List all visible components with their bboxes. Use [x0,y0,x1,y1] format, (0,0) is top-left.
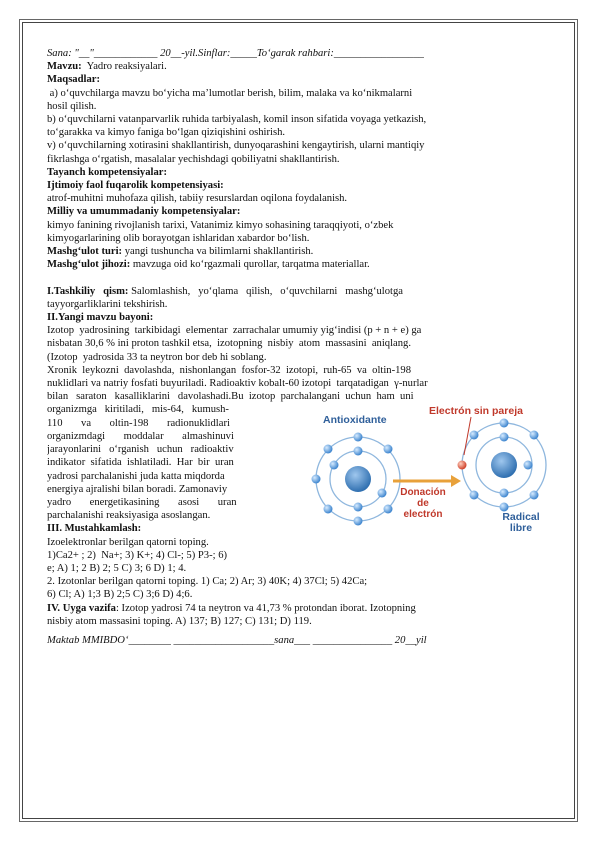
lesson-equipment-value: mavzuga oid ko‘rgazmali qurollar, tarqatma materiallar. [130,259,370,271]
goals-line: hosil qilish. [47,100,97,112]
new-topic-line: organizmga kiritiladi, mis-64, kumush- [47,404,229,416]
competencies-title: Tayanch kompetensiyalar: [47,166,167,178]
new-topic-line: energiya ajralishi bilan boradi. Zamonaviy [47,483,228,495]
new-topic-line: Xronik leykozni davolashda, nishonlangan fosfor-32 izotopi, ruh-65 va oltin-198 [47,364,412,376]
new-topic-line: (Izotop yadrosida 33 ta neytron bor deb hi soblang. [47,351,267,363]
reinforcement-line: e; A) 1; 2 B) 2; 5 C) 3; 6 D) 1; 4. [47,562,187,574]
new-topic-line: Izotop yadrosining tarkibidagi elementar zarrachalar umumiy yig‘indisi (p + n + e) ga [47,325,422,337]
cultural-competency-text: kimyo fanining rivojlanish tarixi, Vatanimiz kimyo sohasining taraqqiyoti, o‘zbek [47,219,394,231]
topic-value: Yadro reaksiyalari. [81,61,167,73]
free-radical-label: libre [509,522,533,534]
homework-label: IV. Uyga vazifa [47,602,116,614]
goals-line: a) o‘quvchilarga mavzu bo‘yicha ma’lumotlar berish, bilim, malaka va ko‘nikmalarni [47,87,413,99]
homework-text: : Izotop yadrosi 74 ta neytron va 41,73 % protondan iborat. Izotopning [115,602,416,614]
reinforcement-line: 2. Izotonlar berilgan qatorni toping. 1) Ca; 2) Ar; 3) 40K; 4) 37Cl; 5) 42Ca; [47,576,368,588]
lesson-type-value: yangi tushuncha va bilimlarni shakllantirish. [122,246,314,258]
civic-competency-text: atrof-muhitni muhofaza qilish, tabiiy resurslardan oqilona foydalanish. [47,193,348,205]
new-topic-line: 110 va oltin-198 radionuklidlari [47,417,230,429]
new-topic-line: indikator sifatida ishlatiladi. Har bir uran [47,457,234,469]
footer-signature-line: Maktab MMIBDO‘________ ___________________sana___ _______________ 20__yil [47,634,427,646]
organizational-line [47,271,551,297]
antioxidant-atom [312,433,401,526]
new-topic-line: nuklidlari va natriy fosfati buyuriladi. Radioaktiv kobalt-60 izotopi tarqatadigan γ-nurlar [47,378,428,390]
antioxidant-diagram [301,403,551,533]
reinforcement-line: 1)Ca2+ ; 2) Na+; 3) K+; 4) Cl-; 5) P3-; 6) [47,549,228,561]
organizational-text: Salomlashish, yo‘qlama qilish, o‘quvchilarni mashg‘ulotga [128,285,403,297]
lesson-type-line [47,245,551,258]
goals-line: fikrlashga o‘rgatish, masalalar yechishdagi qobiliyatni shakllantirish. [47,153,340,165]
antioxidant-label: Antioxidante [323,414,387,427]
organizational-label: I.Tashkiliy qism: [47,285,129,297]
unpaired-electron-label: Electrón sin pareja [429,405,523,418]
new-topic-line: organizmdagi moddalar almashinuvi [47,430,234,442]
reinforcement-line: Izoelektronlar berilgan qatorni toping. [47,536,209,548]
date-header-line: Sana: "__"____________ 20__-yil.Sinflar:_____To‘garak rahbari:_________________ [47,48,424,59]
new-topic-line: jarayonlarini o‘rganish uchun radioaktiv [47,444,234,456]
homework-line: nisbiy atom massasini toping. A) 137; B) 127; C) 131; D) 119. [47,615,312,627]
topic-label: Mavzu: [47,61,82,73]
organizational-line: tayyorgarliklarini tekshirish. [47,298,168,310]
document-page [47,47,551,647]
reinforcement-line: 6) Cl; A) 1;3 B) 2;5 C) 3;6 D) 4;6. [47,589,193,601]
lesson-type-label: Mashg‘ulot turi: [47,246,123,258]
goals-title: Maqsadlar: [47,74,100,86]
lesson-equipment-line [47,258,551,271]
narrow-text-column [47,403,287,522]
free-radical-label: Radical [502,511,540,524]
new-topic-line: yadrosi parchalanishi juda katta miqdorda [47,470,225,482]
goals-line: v) o‘quvchilarning xotirasini shakllantirish, dunyoqarashini kengaytirish, ularni mantiqiy [47,140,425,152]
goals-line: to‘garakka va kimyo faniga bo‘lgan qiziqishini oshirish. [47,127,286,139]
antioxidant-diagram-svg [301,403,551,533]
free-radical-atom [458,419,547,512]
reinforcement-title: III. Mustahkamlash: [47,523,142,535]
new-topic-line: bilan saraton kasalliklarini davolashadi.Bu izotop parchalangani uchun ham uni [47,391,414,403]
cultural-competency-title: Milliy va umummadaniy kompetensiyalar: [47,206,241,218]
homework-line [47,602,551,615]
lesson-equipment-label: Mashg‘ulot jihozi: [47,259,131,271]
new-topic-line: yadro energetikasining asosi uran [47,496,237,508]
donation-label: de [417,498,429,510]
new-topic-line: nisbatan 30,6 % ini proton tashkil etsa, izotopning nisbiy atom massasini aniqlang. [47,338,411,350]
new-topic-title: II.Yangi mavzu bayoni: [47,312,154,324]
donation-label: Donación [400,487,446,499]
topic-line [47,60,551,73]
cultural-competency-text: kimyogarlarining olib borayotgan ishlaridan xabardor bo‘lish. [47,232,310,244]
goals-line: b) o‘quvchilarni vatanparvarlik ruhida tarbiyalash, komil inson sifatida voyaga yetkazish, [47,114,427,126]
new-topic-line: parchalanishi reaksiyasiga asoslangan. [47,510,211,522]
civic-competency-title: Ijtimoiy faol fuqarolik kompetensiyasi: [47,180,224,192]
donation-label: electrón [403,509,443,521]
